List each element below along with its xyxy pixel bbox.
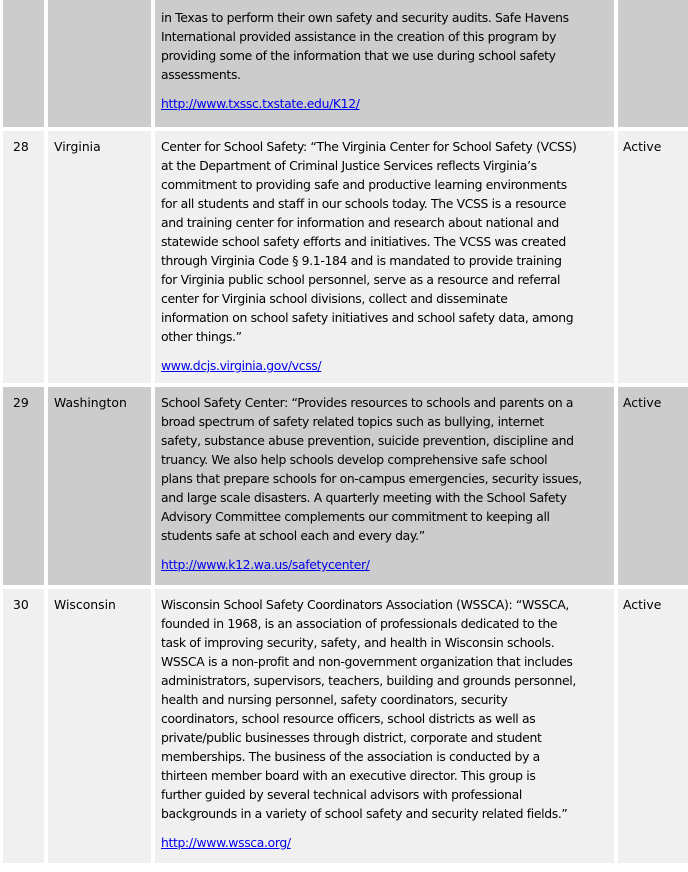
program-link[interactable]: www.dcjs.virginia.gov/vcss/ (161, 358, 322, 373)
table-row-wisconsin (3, 589, 688, 863)
program-link[interactable]: http://www.txssc.txstate.edu/K12/ (161, 96, 360, 111)
state-cell (48, 0, 151, 127)
status-cell: Active (618, 131, 688, 383)
table-row-virginia (3, 131, 688, 383)
row-number-cell: 29 (3, 387, 44, 585)
description-text: Wisconsin School Safety Coordinators Association (WSSCA): “WSSCA, founded in 1968, is an association of professionals dedicated to the task of improving security, safety, and health in Wisconsin schools. WSSCA is a non-profit and non-government organization that includes administrators, supervisors, teachers, building and grounds personnel, health and nursing personnel, safety coordinators, security coordinators, school resource officers, school districts as well as private/public businesses through district, corporate and student memberships. The business of the association is conducted by a thirteen member board with an executive director. This group is further guided by several technical advisors with professional backgrounds in a variety of school safety and security related fields.” (161, 597, 576, 821)
row-number-cell: 30 (3, 589, 44, 863)
program-link[interactable]: http://www.wssca.org/ (161, 835, 291, 850)
status-cell: Active (618, 387, 688, 585)
description-cell (155, 589, 614, 863)
program-link[interactable]: http://www.k12.wa.us/safetycenter/ (161, 557, 370, 572)
description-cell (155, 387, 614, 585)
status-cell (618, 0, 688, 127)
description-cell (155, 131, 614, 383)
state-cell: Wisconsin (48, 589, 151, 863)
row-number-cell: 28 (3, 131, 44, 383)
description-cell (155, 0, 614, 127)
description-text: in Texas to perform their own safety and security audits. Safe Havens International provided assistance in the creation of this program by providing some of the information that we use during school safety assessments. (161, 10, 569, 82)
table-row-washington (3, 387, 688, 585)
state-programs-table (3, 0, 688, 867)
table-row-texas-continued (3, 0, 688, 127)
state-cell: Virginia (48, 131, 151, 383)
description-text: School Safety Center: “Provides resources to schools and parents on a broad spectrum of safety related topics such as bullying, internet safety, substance abuse prevention, suicide prevention, discipline and truancy. We also help schools develop comprehensive safe school plans that prepare schools for on-campus emergencies, security issues, and large scale disasters. A quarterly meeting with the School Safety Advisory Committee complements our commitment to keeping all students safe at school each and every day.” (161, 395, 582, 543)
state-cell: Washington (48, 387, 151, 585)
description-text: Center for School Safety: “The Virginia Center for School Safety (VCSS) at the Department of Criminal Justice Services reflects Virginia’s commitment to providing safe and productive learning environments for all students and staff in our schools today. The VCSS is a resource and training center for information and research about national and statewide school safety efforts and initiatives. The VCSS was created through Virginia Code § 9.1-184 and is mandated to provide training for Virginia public school personnel, serve as a resource and referral center for Virginia school divisions, collect and disseminate information on school safety initiatives and school safety data, among other things.” (161, 139, 577, 344)
status-cell: Active (618, 589, 688, 863)
row-number-cell (3, 0, 44, 127)
